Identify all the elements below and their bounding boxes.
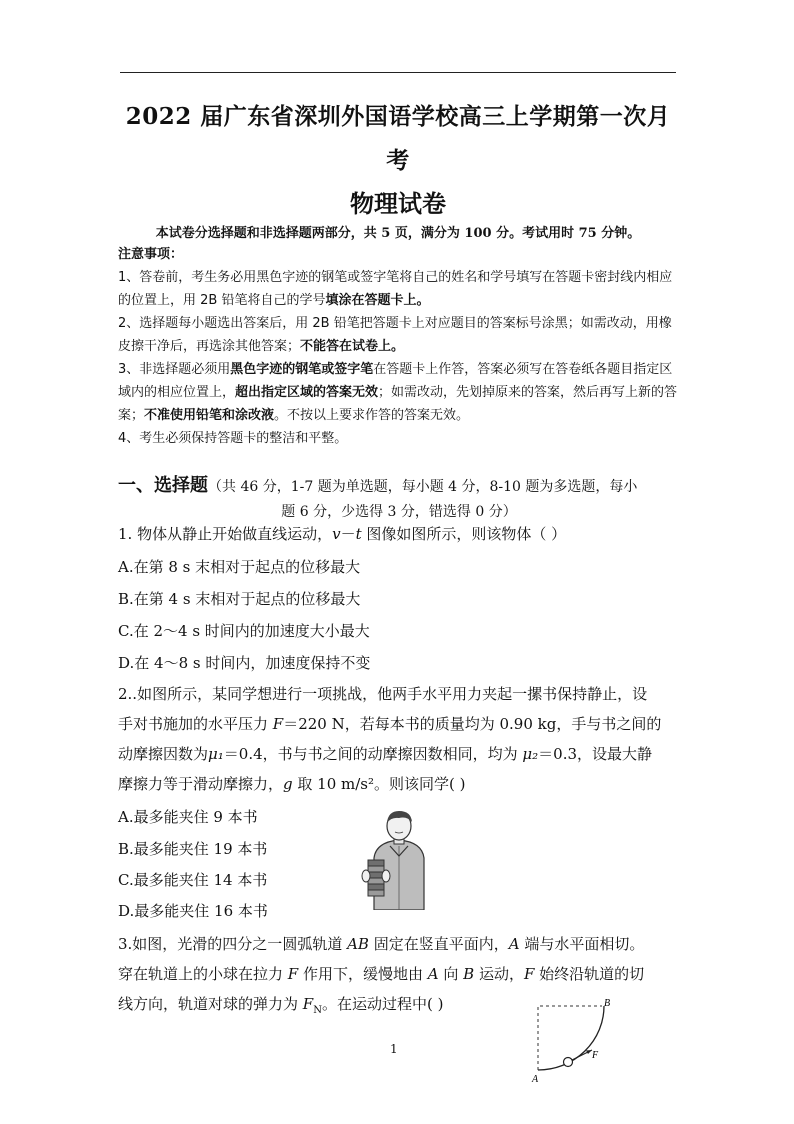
- q1-stem: [118, 518, 680, 550]
- note-3-text-d: 。不按以上要求作答的答案无效。: [274, 408, 470, 423]
- section-1-desc-1: （共 46 分，1-7 题为单选题，每小题 4 分，8-10 题为多选题，每小: [208, 479, 638, 495]
- note-1-text: 1、答卷前，考生务必用黑色字迹的钢笔或签字笔将自己的姓名和学号填写在答题卡密封线内相应的位置上，用 2B 铅笔将自己的学号: [118, 270, 673, 308]
- page-number: 1: [390, 1042, 398, 1056]
- note-3-bold-a: 黑色字迹的钢笔或签字笔: [230, 362, 374, 377]
- q1-option-b[interactable]: B.在第 4 s 末相对于起点的位移最大: [118, 590, 361, 608]
- q3-line-2-b: 作用下，缓慢地由: [298, 965, 428, 983]
- q3-var-f2: F: [523, 965, 535, 983]
- q3-line-3-a: 线方向，轨道对球的弹力为: [118, 995, 303, 1013]
- q3-line-2-e: 始终沿轨道的切: [534, 965, 645, 983]
- q2-option-a[interactable]: A.最多能夹住 9 本书: [118, 808, 258, 826]
- q2-var-g: g: [283, 775, 293, 793]
- ball: [564, 1058, 573, 1067]
- page-subtitle: 物理试卷: [350, 189, 446, 218]
- note-3: [118, 358, 678, 427]
- q2-line-3: [118, 738, 680, 770]
- q1-option-c[interactable]: C.在 2～4 s 时间内的加速度大小最大: [118, 622, 370, 640]
- q2-var-f: F: [272, 715, 284, 733]
- note-1: [118, 266, 678, 312]
- q2-line-2: [118, 708, 680, 740]
- q2-option-d[interactable]: D.最多能夹住 16 本书: [118, 902, 268, 920]
- title-line-1: 2022 届广东省深圳外国语学校高三上学期第一次月: [125, 103, 671, 130]
- q1-stem-tail: 图像如图所示，则该物体（ ）: [361, 525, 567, 543]
- label-f: F: [592, 1050, 599, 1061]
- q2-var-mu1: μ₁: [208, 745, 224, 763]
- q2-line-4: [118, 768, 680, 800]
- q3-var-f: F: [287, 965, 299, 983]
- note-2-bold: 不能答在试卷上。: [300, 339, 405, 354]
- q2-line-2-a: 手对书施加的水平压力: [118, 715, 273, 733]
- q3-line-2: [118, 958, 680, 990]
- label-a: A: [532, 1074, 539, 1085]
- q2-var-mu2: μ₂: [522, 745, 539, 763]
- q2-line-4-a: 摩擦力等于滑动摩擦力，: [118, 775, 284, 793]
- notes-heading: 注意事项：: [118, 247, 184, 262]
- note-2: [118, 312, 678, 358]
- q2-line-1: 2..如图所示，某同学想进行一项挑战，他两手水平用力夹起一摞书保持静止，设: [118, 685, 648, 703]
- note-3-bold-b: 超出指定区域的答案无效: [235, 385, 379, 400]
- q3-line-1: [118, 928, 680, 960]
- section-1-desc-2: 题 6 分，少选得 3 分，错选得 0 分）: [281, 504, 517, 520]
- note-4: 4、考生必须保持答题卡的整洁和平整。: [118, 431, 348, 446]
- q1-var-v: v: [332, 525, 341, 543]
- exam-summary: 本试卷分选择题和非选择题两部分，共 5 页，满分为 100 分。考试用时 75 分钟。: [155, 226, 641, 241]
- note-1-bold: 填涂在答题卡上。: [325, 293, 430, 308]
- section-1-header: [118, 474, 680, 499]
- q1-stem-text: 1. 物体从静止开始做直线运动，: [118, 525, 333, 543]
- q2-line-3-a: 动摩擦因数为: [118, 745, 209, 763]
- q3-var-fn: F: [302, 995, 314, 1013]
- q2-line-3-b: ＝0.4，书与书之间的动摩擦因数相同，均为: [223, 745, 523, 763]
- q3-var-ab: AB: [347, 935, 369, 953]
- q2-option-c[interactable]: C.最多能夹住 14 本书: [118, 871, 268, 889]
- q3-line-2-d: 运动，: [474, 965, 524, 983]
- note-3-bold-c: 不准使用铅笔和涂改液: [144, 408, 275, 423]
- q3-line-1-c: 端与水平面相切。: [519, 935, 645, 953]
- q2-option-b[interactable]: B.最多能夹住 19 本书: [118, 840, 268, 858]
- q3-line-1-a: 3.如图，光滑的四分之一圆弧轨道: [118, 935, 348, 953]
- header-rule: [120, 72, 676, 73]
- q1-var-t: t: [355, 525, 362, 543]
- q3-var-a: A: [508, 935, 520, 953]
- q2-line-2-b: ＝220 N，若每本书的质量均为 0.90 kg，手与书之间的: [283, 715, 662, 733]
- q3-line-2-a: 穿在轨道上的小球在拉力: [118, 965, 288, 983]
- note-3-text-b: 在答题卡上作答，答案必须写在答卷纸各题目指定区域内的相应位置上，: [118, 362, 673, 400]
- q1-option-a[interactable]: A.在第 8 s 末相对于起点的位移最大: [118, 558, 361, 576]
- q2-line-4-b: 取 10 m/s²。则该同学( ): [292, 775, 466, 793]
- arc-track-diagram: [528, 994, 620, 1088]
- note-3-text-a: 3、非选择题必须用: [118, 362, 231, 377]
- q3-var-fn-sub: N: [313, 1005, 322, 1016]
- note-3-text-c: ；如需改动，先划掉原来的答案，然后再写上新的答案；: [118, 385, 678, 423]
- q3-line-1-b: 固定在竖直平面内，: [368, 935, 509, 953]
- label-b: B: [604, 998, 611, 1009]
- q3-line-3-b: 。在运动过程中( ): [321, 995, 444, 1013]
- q3-line-2-c: 向: [438, 965, 464, 983]
- section-1-title: 一、选择题: [118, 475, 208, 496]
- q1-dash: －: [340, 525, 356, 543]
- q3-var-b: B: [463, 965, 475, 983]
- note-2-text: 2、选择题每小题选出答案后，用 2B 铅笔把答题卡上对应题目的答案标号涂黑；如需改动，用橡皮擦干净后，再选涂其他答案；: [118, 316, 672, 354]
- q1-option-d[interactable]: D.在 4～8 s 时间内，加速度保持不变: [118, 654, 371, 672]
- q3-var-a2: A: [427, 965, 439, 983]
- title-line-2: 考: [386, 147, 410, 174]
- student-holding-books-illustration: [360, 806, 438, 910]
- q2-line-3-c: ＝0.3，设最大静: [538, 745, 653, 763]
